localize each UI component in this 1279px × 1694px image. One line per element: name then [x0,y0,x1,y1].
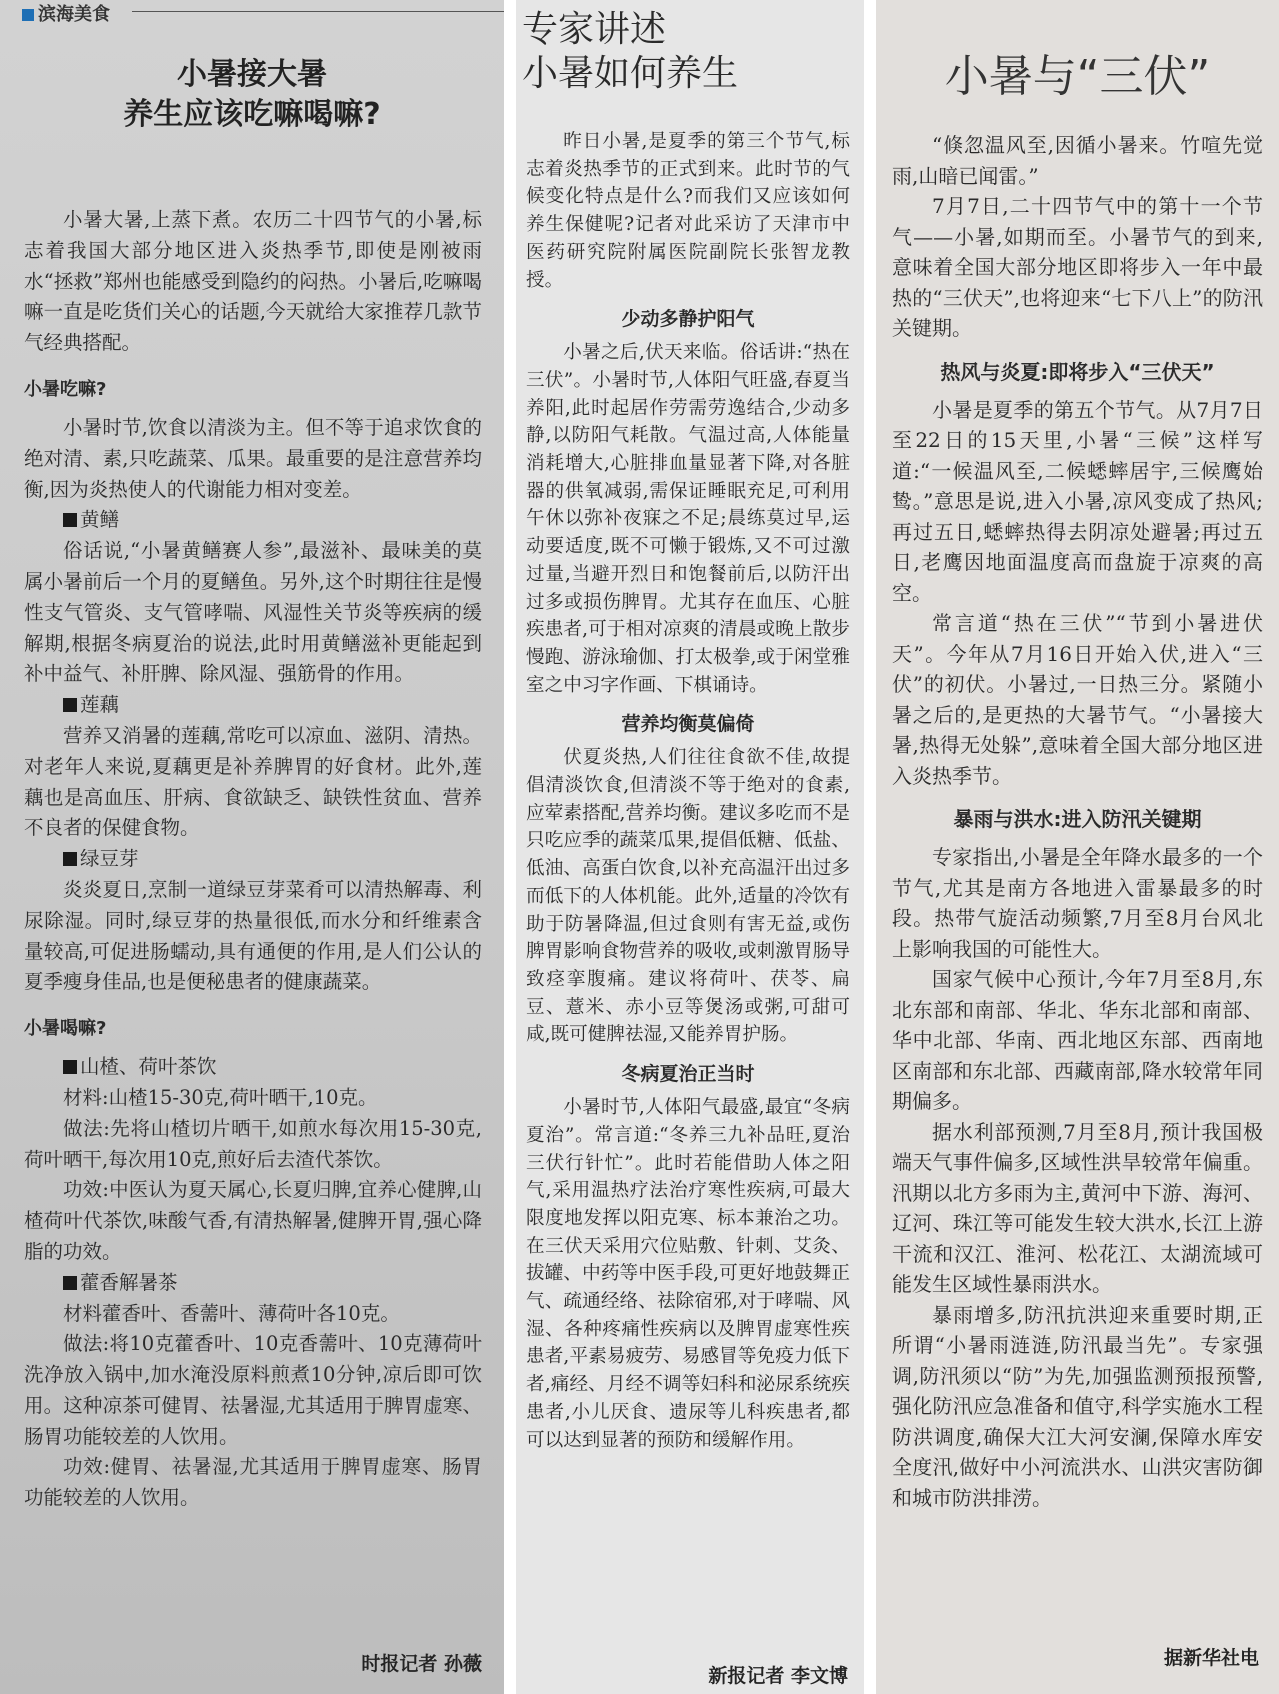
paragraph: 材料:山楂15-30克,荷叶晒干,10克。 [63,1085,378,1109]
article-food [0,0,504,1694]
paragraph: 炎炎夏日,烹制一道绿豆芽菜肴可以清热解毒、利尿除湿。同时,绿豆芽的热量很低,而水分和纤维素含量较高,可促进肠蠕动,具有通便的作用,是人们公认的夏季瘦身佳品,也是便秘患者的健康蔬菜。 [24,877,482,994]
article-body [526,128,850,1454]
paragraph: 小暑时节,饮食以清淡为主。但不等于追求饮食的绝对清、素,只吃蔬菜、瓜果。最重要的是注意营养均衡,因为炎热使人的代谢能力相对变差。 [24,415,482,501]
paragraph: 材料藿香叶、香薷叶、薄荷叶各10克。 [63,1301,400,1325]
item-heading: 绿豆芽 [24,844,482,875]
paragraph: 小暑是夏季的第五个节气。从7月7日至22日的15天里,小暑“三候”这样写道:“一候温风至,二候蟋蟀居宇,三候鹰始鸷。”意思是说,进入小暑,凉风变成了热风;再过五日,蟋蟀热得去阴凉处避暑;再过五日,老鹰因地面温度高而盘旋于凉爽的高空。 [892,397,1263,605]
divider [132,11,504,12]
byline: 据新华社电 [1163,1647,1259,1669]
square-bullet-icon [63,852,77,866]
paragraph: 俗话说,“小暑黄鳝赛人参”,最滋补、最味美的莫属小暑前后一个月的夏鳝鱼。另外,这个时期往往是慢性支气管炎、支气管哮喘、风湿性关节炎等疾病的缓解期,根据冬病夏治的说法,此时用黄鳝滋补更能起到补中益气、补肝脾、除风湿、强筋骨的作用。 [24,539,482,686]
paragraph: 常言道“热在三伏”“节到小暑进伏天”。今年从7月16日开始入伏,进入“三伏”的初伏。小暑过,一日热三分。紧随小暑之后的,是更热的大暑节气。“小暑接大暑,热得无处躲”,意味着全国大部分地区进入炎热季节。 [892,611,1263,788]
article-title: 小暑与“三伏” [944,51,1211,102]
subheading: 少动多静护阳气 [621,308,755,331]
square-bullet-icon [63,1060,77,1074]
paragraph: 功效:中医认为夏天属心,长夏归脾,宜养心健脾,山楂荷叶代茶饮,味酸气香,有清热解暑,健脾开胃,强心降脂的功效。 [24,1178,482,1263]
paragraph: “倏忽温风至,因循小暑来。竹喧先觉雨,山暗已闻雷。” [892,133,1263,188]
paragraph: 伏夏炎热,人们往往食欲不佳,故提倡清淡饮食,但清淡不等于绝对的食素,应荤素搭配,营养均衡。建议多吃而不是只吃应季的蔬菜瓜果,提倡低糖、低盐、低油、高蛋白饮食,以补充高温汗出过多而低下的人体机能。此外,适量的冷饮有助于防暑降温,但过食则有害无益,或伤脾胃影响食物营养的吸收,或刺激胃肠导致痉挛腹痛。建议将荷叶、茯苓、扁豆、薏米、赤小豆等煲汤或粥,可甜可咸,既可健脾祛湿,又能养胃护肠。 [526,747,850,1046]
square-icon [22,9,34,21]
article-body [892,130,1263,1513]
paragraph: 功效:健胃、祛暑湿,尤其适用于脾胃虚寒、肠胃功能较差的人饮用。 [24,1455,482,1510]
subheading: 营养均衡莫偏倚 [621,713,755,736]
paragraph: 做法:先将山楂切片晒干,如煎水每次用15-30克,荷叶晒干,每次用10克,煎好后去渣代茶饮。 [24,1116,482,1171]
item-heading: 山楂、荷叶茶饮 [24,1052,482,1083]
subheading: 暴雨与洪水:进入防汛关键期 [953,807,1202,831]
article-title: 小暑接大暑 养生应该吃嘛喝嘛? [123,57,381,132]
paragraph: 小暑之后,伏天来临。俗话讲:“热在三伏”。小暑时节,人体阳气旺盛,春夏当养阳,此时起居作劳需劳逸结合,少动多静,以防阳气耗散。气温过高,人体能量消耗增大,心脏排血量显著下降,对各脏器的供氧减弱,需保证睡眠充足,可利用午休以弥补夜寐之不足;晨练莫过早,运动要适度,既不可懒于锻炼,又不可过激过量,当避开烈日和饱餐前后,以防汗出过多或损伤脾胃。尤其存在血压、心脏疾患者,可于相对凉爽的清晨或晚上散步慢跑、游泳瑜伽、打太极拳,或于闲堂雅室之中习字作画、下棋诵诗。 [526,342,850,696]
byline: 时报记者 孙薇 [361,1653,482,1675]
square-bullet-icon [63,513,77,527]
paragraph: 国家气候中心预计,今年7月至8月,东北东部和南部、华北、华东北部和南部、华中北部、华南、西北地区东部、西南地区南部和东北部、西藏南部,降水较常年同期偏多。 [892,967,1263,1113]
paragraph: 营养又消暑的莲藕,常吃可以凉血、滋阴、清热。对老年人来说,夏藕更是补养脾胃的好食材。此外,莲藕也是高血压、肝病、食欲缺乏、缺铁性贫血、营养不良者的保健食物。 [24,723,482,840]
article-body [24,205,482,1514]
item-heading: 莲藕 [24,690,482,721]
paragraph: 据水利部预测,7月至8月,预计我国极端天气事件偏多,区域性洪旱较常年偏重。汛期以北方多雨为主,黄河中下游、海河、辽河、珠江等可能发生较大洪水,长江上游干流和汉江、淮河、松花江、太湖流域可能发生区域性暴雨洪水。 [892,1119,1263,1296]
section-tag: 滨海美食 [22,0,504,22]
subheading: 小暑喝嘛? [24,1018,107,1040]
square-bullet-icon [63,1276,77,1290]
item-heading: 藿香解暑茶 [24,1268,482,1299]
byline: 新报记者 李文博 [708,1665,848,1687]
subheading: 热风与炎夏:即将步入“三伏天” [940,359,1215,384]
paragraph: 7月7日,二十四节气中的第十一个节气——小暑,如期而至。小暑节气的到来,意味着全国大部分地区即将步入一年中最热的“三伏天”,也将迎来“七下八上”的防汛关键期。 [892,194,1263,340]
article-sanfu [876,0,1279,1694]
item-heading: 黄鳝 [24,505,482,536]
paragraph: 小暑时节,人体阳气最盛,最宜“冬病夏治”。常言道:“冬养三九补品旺,夏治三伏行针忙”。此时若能借助人体之阳气,采用温热疗法治疗寒性疾病,可最大限度地发挥以阳克寒、标本兼治之功。在三伏天采用穴位贴敷、针刺、艾灸、拔罐、中药等中医手段,可更好地鼓舞正气、疏通经络、祛除宿邪,对于哮喘、风湿、各种疼痛性疾病以及脾胃虚寒性疾患者,平素易疲劳、易感冒等免疫力低下者,痛经、月经不调等妇科和泌尿系统疾患者,小儿厌食、遗尿等儿科疾患者,都可以达到显著的预防和缓解作用。 [526,1097,850,1451]
subheading: 冬病夏治正当时 [621,1063,755,1086]
paragraph: 昨日小暑,是夏季的第三个节气,标志着炎热季节的正式到来。此时节的气候变化特点是什么?而我们又应该如何养生保健呢?记者对此采访了天津市中医药研究院附属医院副院长张智龙教授。 [526,131,850,291]
paragraph: 做法:将10克藿香叶、10克香薷叶、10克薄荷叶洗净放入锅中,加水淹没原料煎煮10分钟,凉后即可饮用。这种凉茶可健胃、祛暑湿,尤其适用于脾胃虚寒、肠胃功能较差的人饮用。 [24,1332,482,1448]
article-expert [516,0,864,1694]
paragraph: 小暑大暑,上蒸下煮。农历二十四节气的小暑,标志着我国大部分地区进入炎热季节,即使是刚被雨水“拯救”郑州也能感受到隐约的闷热。小暑后,吃嘛喝嘛一直是吃货们关心的话题,今天就给大家推荐几款节气经典搭配。 [24,208,482,355]
article-title: 专家讲述 小暑如何养生 [522,9,739,94]
subheading: 小暑吃嘛? [24,378,107,400]
paragraph: 专家指出,小暑是全年降水最多的一个节气,尤其是南方各地进入雷暴最多的时段。热带气旋活动频繁,7月至8月台风北上影响我国的可能性大。 [892,845,1263,961]
square-bullet-icon [63,698,77,712]
paragraph: 暴雨增多,防汛抗洪迎来重要时期,正所谓“小暑雨涟涟,防汛最当先”。专家强调,防汛须以“防”为先,加强监测预报预警,强化防汛应急准备和值守,科学实施水工程防洪调度,确保大江大河安澜,保障水库安全度汛,做好中小河流洪水、山洪灾害防御和城市防洪排涝。 [892,1302,1263,1510]
